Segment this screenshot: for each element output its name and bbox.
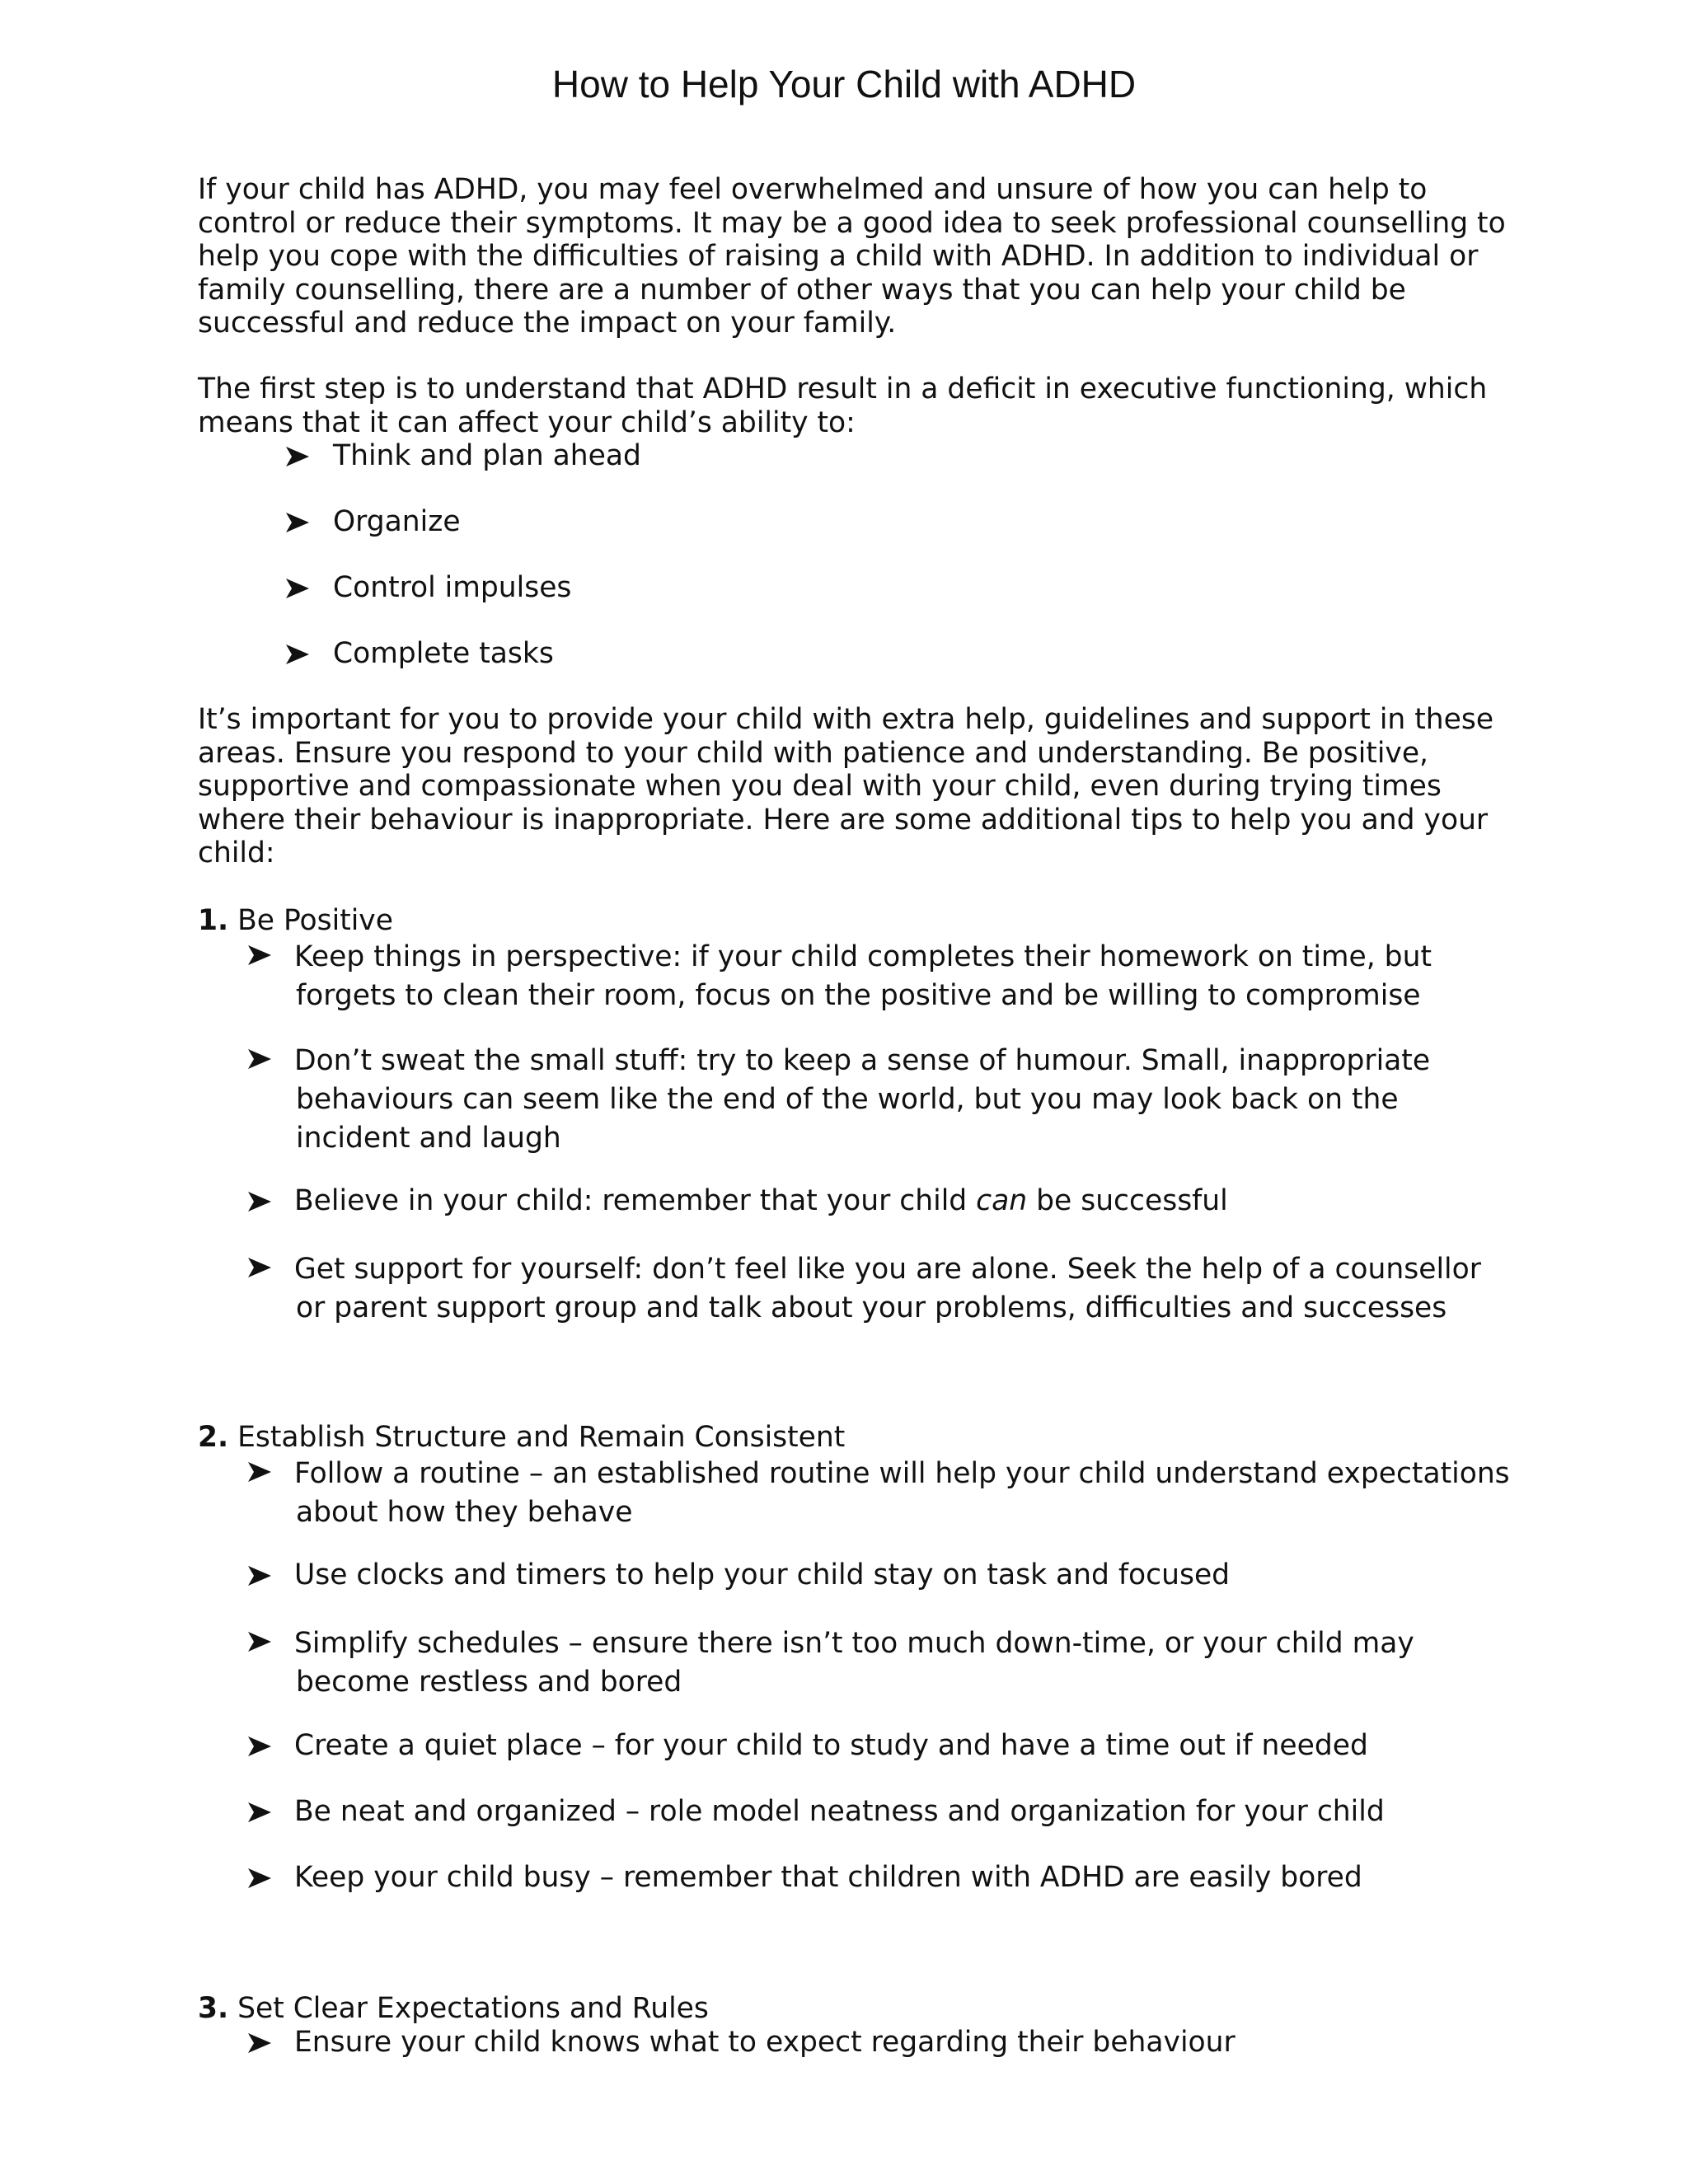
intro-paragraph-3 (198, 703, 1517, 870)
arrowhead-bullet-icon (247, 1189, 272, 1214)
section-number: 3. (198, 1992, 229, 2025)
arrowhead-bullet-icon (247, 1460, 272, 1484)
tip-text (294, 1042, 1430, 1158)
tip-line: or parent support group and talk about your problems, difficulties and successes (296, 1291, 1447, 1324)
tip-text (294, 1184, 1228, 1218)
arrowhead-bullet-icon (247, 1563, 272, 1588)
tip-line: Be neat and organized – role model neatness and organization for your child (294, 1795, 1385, 1828)
arrowhead-bullet-icon (247, 1734, 272, 1759)
section-heading-establish-structure (198, 1421, 845, 1455)
tip-text-emphasis: can (976, 1184, 1028, 1217)
section-number: 2. (198, 1421, 229, 1454)
text-line: child: (198, 837, 275, 869)
tip-line: Get support for yourself: don’t feel like you are alone. Seek the help of a counsellor (294, 1253, 1481, 1286)
section-heading-clear-expectations (198, 1992, 709, 2026)
tip-text-end: be successful (1027, 1184, 1228, 1217)
tip-line: Use clocks and timers to help your child stay on task and focused (294, 1558, 1231, 1591)
arrowhead-bullet-icon (247, 1255, 272, 1280)
ability-text: Think and plan ahead (333, 439, 641, 472)
tip-text (294, 1795, 1385, 1829)
tip-line: incident and laugh (296, 1122, 561, 1155)
tip-text-start: Believe in your child: remember that your child (294, 1184, 977, 1217)
tip-line: Keep things in perspective: if your child completes their homework on time, but (294, 940, 1432, 973)
tip-text (294, 1624, 1414, 1702)
text-line: The first step is to understand that ADHD result in a deficit in executive functioning, which (198, 373, 1488, 405)
tip-line: Ensure your child knows what to expect regarding their behaviour (294, 2026, 1236, 2059)
text-line: control or reduce their symptoms. It may be a good idea to seek professional counselling to (198, 206, 1506, 240)
tip-text (294, 1729, 1368, 1763)
text-line: help you cope with the difficulties of raising a child with ADHD. In addition to individual or (198, 240, 1479, 273)
arrowhead-bullet-icon (285, 510, 310, 535)
arrowhead-bullet-icon (247, 1866, 272, 1891)
tip-text (294, 2026, 1236, 2060)
ability-text: Complete tasks (333, 637, 554, 670)
text-line: family counselling, there are a number of other ways that you can help your child be (198, 273, 1406, 307)
section-heading-be-positive (198, 904, 393, 938)
text-line: successful and reduce the impact on your family. (198, 307, 897, 340)
tip-line: Create a quiet place – for your child to study and have a time out if needed (294, 1729, 1368, 1762)
tip-text (294, 938, 1432, 1015)
text-line: where their behaviour is inappropriate. Here are some additional tips to help you and your (198, 803, 1489, 837)
arrowhead-bullet-icon (247, 1047, 272, 1071)
tip-text (294, 1455, 1510, 1532)
tip-line: behaviours can seem like the end of the world, but you may look back on the (296, 1083, 1399, 1116)
tip-line: Keep your child busy – remember that children with ADHD are easily bored (294, 1861, 1362, 1894)
tip-line: become restless and bored (296, 1666, 682, 1699)
tip-line: about how they behave (296, 1496, 633, 1529)
arrowhead-bullet-icon (285, 576, 310, 601)
ability-text: Organize (333, 505, 461, 538)
text-line: If your child has ADHD, you may feel overwhelmed and unsure of how you can help to (198, 173, 1428, 206)
tip-line: Simplify schedules – ensure there isn’t too much down-time, or your child may (294, 1627, 1414, 1660)
section-title: Set Clear Expectations and Rules (237, 1992, 709, 2025)
tip-text (294, 1558, 1230, 1592)
ability-text: Control impulses (333, 571, 572, 604)
arrowhead-bullet-icon (247, 2031, 272, 2055)
arrowhead-bullet-icon (285, 642, 310, 667)
tip-text (294, 1250, 1481, 1328)
tip-line: forgets to clean their room, focus on the positive and be willing to compromise (296, 979, 1421, 1012)
section-title: Be Positive (237, 904, 393, 937)
tip-line: Follow a routine – an established routine will help your child understand expectations (294, 1457, 1510, 1490)
text-line: means that it can affect your child’s ability to: (198, 405, 856, 439)
arrowhead-bullet-icon (285, 444, 310, 469)
arrowhead-bullet-icon (247, 1800, 272, 1825)
text-line: supportive and compassionate when you deal with your child, even during trying times (198, 770, 1442, 803)
section-title: Establish Structure and Remain Consistent (237, 1421, 846, 1454)
intro-paragraph-1 (198, 173, 1517, 340)
arrowhead-bullet-icon (247, 943, 272, 968)
section-number: 1. (198, 904, 229, 937)
tip-line: Don’t sweat the small stuff: try to keep a sense of humour. Small, inappropriate (294, 1044, 1431, 1077)
tip-text (294, 1861, 1362, 1895)
intro-paragraph-2 (198, 373, 1517, 439)
text-line: areas. Ensure you respond to your child with patience and understanding. Be positive, (198, 736, 1429, 770)
text-line: It’s important for you to provide your child with extra help, guidelines and support in these (198, 703, 1494, 736)
document-title: How to Help Your Child with ADHD (551, 63, 1137, 105)
arrowhead-bullet-icon (247, 1629, 272, 1654)
